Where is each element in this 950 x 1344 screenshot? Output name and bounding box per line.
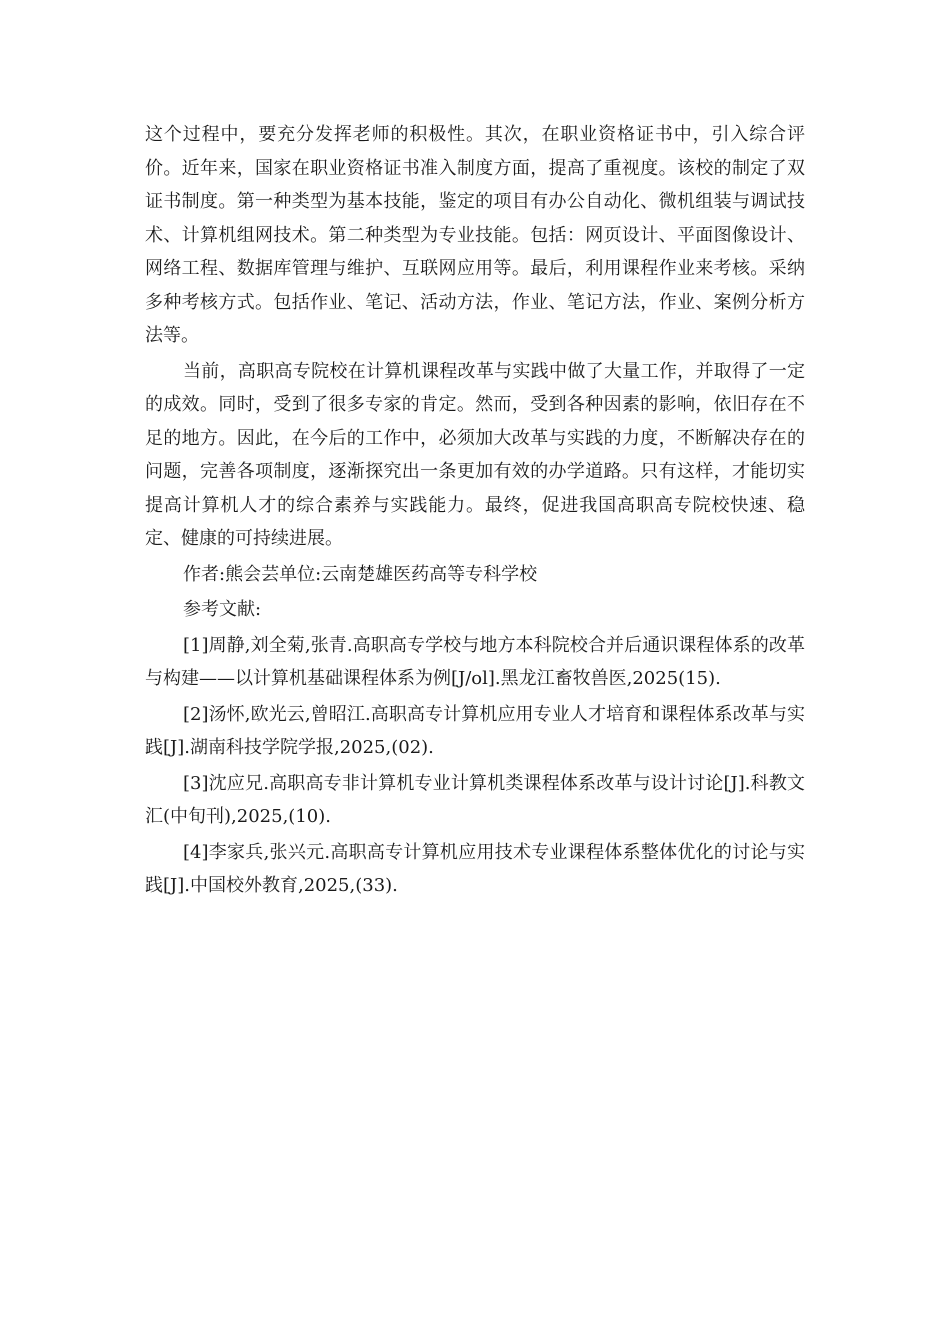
- reference-item-3: [3]沈应兄.高职高专非计算机专业计算机类课程体系改革与设计讨论[J].科教文汇(中旬刊),2025,(10).: [145, 772, 805, 827]
- body-paragraph-2: 当前，高职高专院校在计算机课程改革与实践中做了大量工作，并取得了一定的成效。同时，受到了很多专家的肯定。然而，受到各种因素的影响，依旧存在不足的地方。因此，在今后的工作中，必须加大改革与实践的力度，不断解决存在的问题，完善各项制度，逐渐探究出一条更加有效的办学道路。只有这样，才能切实提高计算机人才的综合素养与实践能力。最终，促进我国高职高专院校快速、稳定、健康的可持续进展。: [145, 360, 805, 549]
- reference-item-4: [4]李家兵,张兴元.高职高专计算机应用技术专业课程体系整体优化的讨论与实践[J].中国校外教育,2025,(33).: [145, 841, 805, 896]
- author-affiliation: 作者:熊会芸单位:云南楚雄医药高等专科学校: [183, 563, 538, 585]
- body-paragraph-1: 这个过程中，要充分发挥老师的积极性。其次，在职业资格证书中，引入综合评价。近年来，国家在职业资格证书准入制度方面，提高了重视度。该校的制定了双证书制度。第一种类型为基本技能，鉴定的项目有办公自动化、微机组装与调试技术、计算机组网技术。第二种类型为专业技能。包括：网页设计、平面图像设计、网络工程、数据库管理与维护、互联网应用等。最后，利用课程作业来考核。采纳多种考核方式。包括作业、笔记、活动方法，作业、笔记方法，作业、案例分析方法等。: [145, 124, 805, 346]
- reference-item-2: [2]汤怀,欧光云,曾昭江.高职高专计算机应用专业人才培育和课程体系改革与实践[J].湖南科技学院学报,2025,(02).: [145, 703, 805, 758]
- document-page: [145, 118, 805, 903]
- reference-item-1: [1]周静,刘全菊,张青.高职高专学校与地方本科院校合并后通识课程体系的改革与构建——以计算机基础课程体系为例[J/ol].黑龙江畜牧兽医,2025(15).: [145, 634, 805, 689]
- references-heading: 参考文献:: [183, 599, 262, 620]
